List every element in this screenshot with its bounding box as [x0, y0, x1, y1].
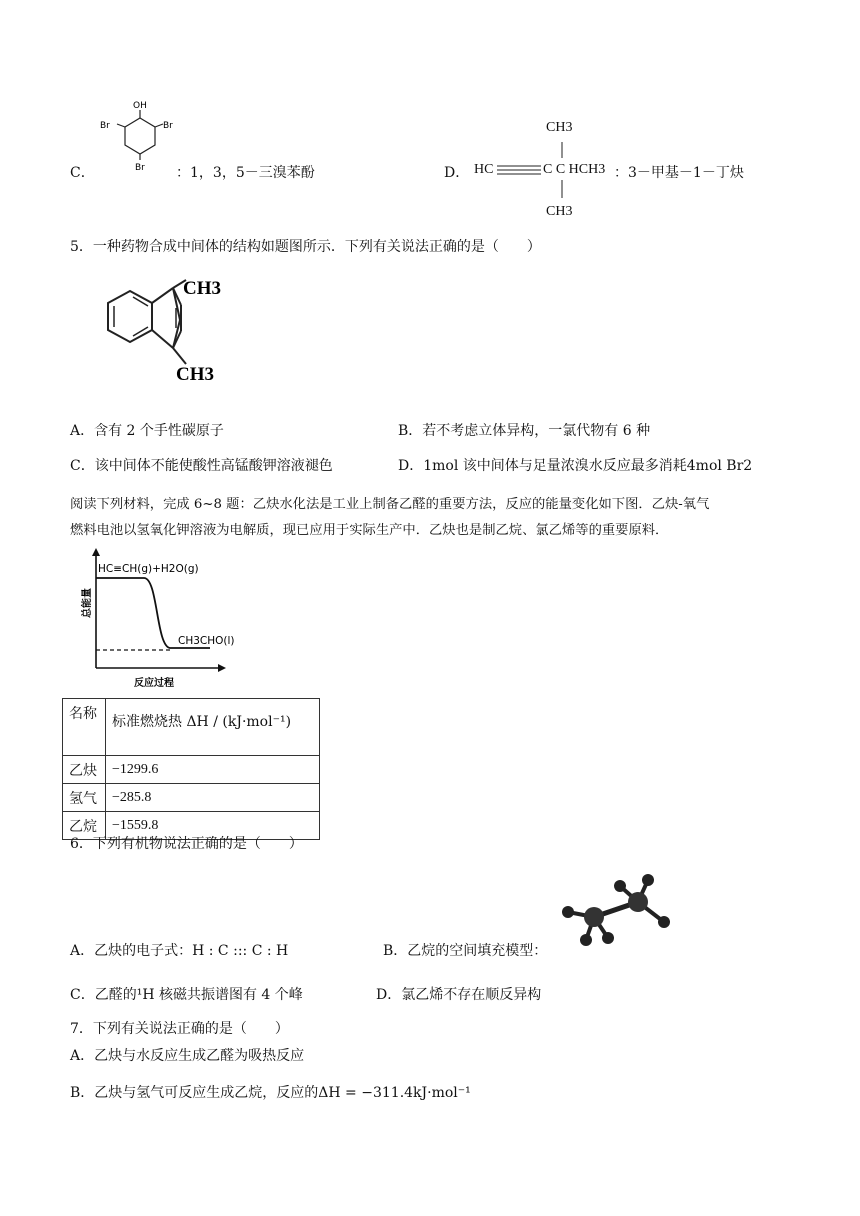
- q4-option-d-label: D．: [444, 165, 470, 181]
- q5-option-d: D．1mol 该中间体与足量浓溴水反应最多消耗4mol Br2: [398, 458, 753, 474]
- br-right-label: Br: [163, 121, 173, 131]
- table-header-dh: 标准燃烧热 ΔH / (kJ·mol⁻¹): [106, 699, 320, 756]
- table-cell-value: −285.8: [106, 784, 320, 812]
- q5-stem: 5．一种药物合成中间体的结构如题图所示．下列有关说法正确的是（ ）: [70, 239, 541, 255]
- methylbutyne-bottom-ch3: CH3: [546, 204, 573, 219]
- q4-option-c-name: ：1，3，5－三溴苯酚: [176, 165, 315, 181]
- methylbutyne-formula-right: C C HCH3: [543, 162, 606, 177]
- table-cell-value: −1299.6: [106, 756, 320, 784]
- ethane-ball-model: [556, 872, 676, 952]
- energy-xlabel: 反应过程: [134, 678, 174, 689]
- vertical-bonds: [558, 140, 566, 202]
- ch3-top-label: CH3: [183, 278, 221, 299]
- table-header-row: [63, 699, 320, 756]
- q6-option-b: B．乙烷的空间填充模型：: [383, 943, 548, 959]
- q4-option-c-label: C．: [70, 165, 95, 181]
- table-row: [63, 756, 320, 784]
- q6-option-a: A．乙炔的电子式：H : C ::: C : H: [70, 943, 289, 959]
- table-cell-name: 乙炔: [63, 756, 106, 784]
- table-cell-value: −1559.8: [106, 812, 320, 840]
- energy-product-label: CH3CHO(l): [178, 635, 235, 647]
- table-header-name: 名称: [63, 699, 106, 756]
- triple-bond: [497, 163, 543, 177]
- q5-option-b: B．若不考虑立体异构，一氯代物有 6 种: [398, 423, 651, 439]
- q6-option-d: D．氯乙烯不存在顺反异构: [376, 987, 542, 1003]
- material-line-1: 阅读下列材料，完成 6~8 题：乙炔水化法是工业上制备乙醛的重要方法，反应的能量变化如下图．乙炔-氧气: [70, 497, 710, 512]
- methylbutyne-formula-left: HC: [474, 162, 494, 177]
- tribromophenol-structure: [95, 98, 185, 178]
- br-bottom-label: Br: [135, 163, 145, 173]
- material-line-2: 燃料电池以氢氧化钾溶液为电解质，现已应用于实际生产中．乙炔也是制乙烷、氯乙烯等的重要原料．: [70, 523, 669, 538]
- q7-option-a: A．乙炔与水反应生成乙醛为吸热反应: [70, 1048, 305, 1064]
- q7-option-b: B．乙炔与氢气可反应生成乙烷，反应的ΔH = −311.4kJ·mol⁻¹: [70, 1085, 471, 1101]
- energy-ylabel: 总能量: [82, 588, 93, 618]
- q6-option-c: C．乙醛的¹H 核磁共振谱图有 4 个峰: [70, 987, 303, 1003]
- energy-diagram: [78, 548, 235, 689]
- table-cell-name: 乙烷: [63, 812, 106, 840]
- q5-option-c: C．该中间体不能使酸性高锰酸钾溶液褪色: [70, 458, 333, 474]
- methylbutyne-top-ch3: CH3: [546, 120, 573, 135]
- intermediate-structure: [78, 268, 228, 388]
- q5-option-a: A．含有 2 个手性碳原子: [70, 423, 224, 439]
- table-cell-name: 氢气: [63, 784, 106, 812]
- ch3-bottom-label: CH3: [176, 364, 214, 385]
- table-row: [63, 784, 320, 812]
- q7-stem: 7．下列有关说法正确的是（ ）: [70, 1021, 289, 1037]
- oh-label: OH: [133, 101, 147, 111]
- q6-stem: 6．下列有机物说法正确的是（ ）: [70, 836, 303, 852]
- q4-option-d-name: ：3－甲基－1－丁炔: [614, 165, 744, 181]
- br-left-label: Br: [100, 121, 110, 131]
- energy-reactant-label: HC≡CH(g)+H2O(g): [98, 563, 199, 575]
- combustion-heat-table: [62, 698, 320, 840]
